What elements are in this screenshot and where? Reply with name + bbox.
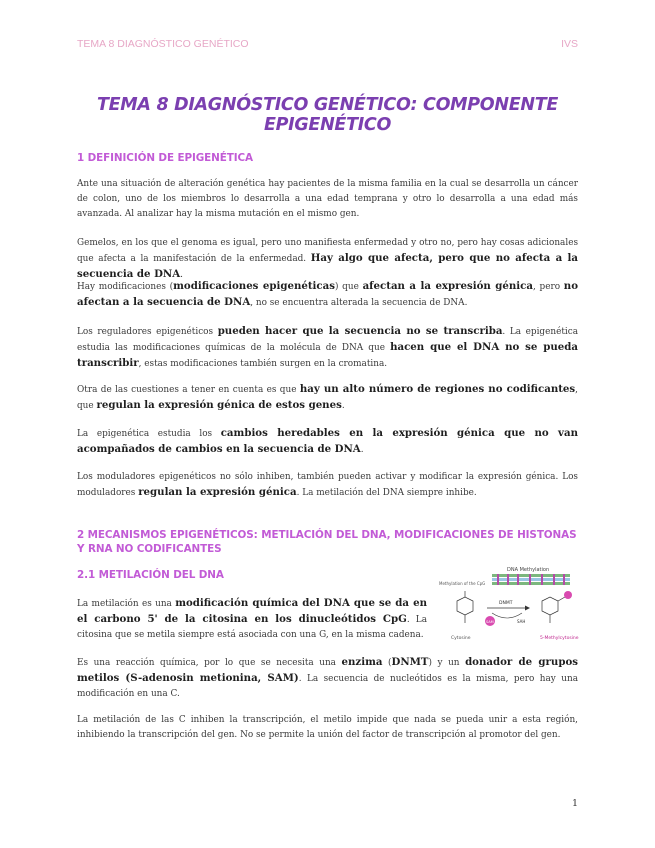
subsection-heading-2-1: 2.1 METILACIÓN DEL DNA	[77, 569, 224, 581]
section-heading-2: 2 MECANISMOS EPIGENÉTICOS: METILACIÓN DEL DNA, MODIFICACIONES DE HISTONAS Y RNA NO CODIFICANTES	[77, 529, 577, 555]
paragraph-3: Hay modificaciones (modificaciones epigenéticas) que afectan a la expresión génica, pero no afectan a la secuencia de DNA, no se encuentra alterada la secuencia de DNA.	[77, 280, 578, 308]
paragraph-8: La metilación es una modificación química del DNA que se da en el carbono 5' de la citosina en los dinucleótidos CpG. La citosina que se metila siempre está asociada con una G, en la misma cadena.	[77, 597, 427, 640]
sah-label: SAH	[517, 619, 526, 624]
paragraph-1: Ante una situación de alteración genética hay pacientes de la misma familia en la cual se desarrolla un cáncer de colon, uno de los miembros lo desarrolla a una edad temprana y otro lo desarrolla a una edad más avanzada. Al analizar hay la misma mutación en el mismo gen.	[77, 179, 578, 219]
methylcytosine-structure	[542, 597, 565, 623]
sam-label: SAM	[486, 620, 494, 624]
paragraph-10: La metilación de las C inhiben la transcripción, el metilo impide que nada se pueda unir a esta región, inhibiendo la transcripción del gen. No se permite la unión del factor de transcripción al promotor del gen.	[77, 715, 578, 740]
page-title	[77, 95, 578, 135]
page-title-line-1: TEMA 8 DIAGNÓSTICO GENÉTICO: COMPONENTE	[97, 95, 558, 115]
section-heading-1: 1 DEFINICIÓN DE EPIGENÉTICA	[77, 152, 253, 164]
running-header-initials: IVS	[561, 38, 578, 50]
enzyme-label: DNMT	[499, 601, 513, 606]
figure-caption: Methylation of the CpG	[439, 581, 486, 586]
cytosine-structure	[457, 591, 473, 623]
paragraph-9: Es una reacción química, por lo que se necesita una enzima (DNMT) y un donador de grupos metilos (S-adenosin metionina, SAM). La secuencia de nucleótidos es la misma, pero hay una modificación en una C.	[77, 656, 578, 699]
figure-title: DNA Methylation	[507, 567, 550, 573]
reaction-arrow	[487, 606, 530, 619]
dna-strand-diagram	[492, 574, 570, 585]
methylcytosine-label: 5-Methylcytosine	[540, 636, 579, 641]
paragraph-7: Los moduladores epigenéticos no sólo inhiben, también pueden activar y modificar la expresión génica. Los moduladores regulan la expresión génica. La metilación del DNA siempre inhibe.	[77, 472, 578, 498]
cytosine-label: Cytosine	[451, 636, 471, 641]
dna-methylation-figure	[437, 563, 582, 648]
paragraph-4: Los reguladores epigenéticos pueden hacer que la secuencia no se transcriba. La epigenética estudia las modificaciones químicas de la molécula de DNA que hacen que el DNA no se pueda transcribir, estas modificaciones también surgen en la cromatina.	[77, 325, 578, 369]
page-title-line-2: EPIGENÉTICO	[263, 115, 392, 135]
running-header-title: TEMA 8 DIAGNÓSTICO GENÉTICO	[77, 38, 249, 50]
methyl-group-marker	[564, 591, 572, 599]
paragraph-2: Gemelos, en los que el genoma es igual, pero uno manifiesta enfermedad y otro no, pero hay cosas adicionales que afecta a la manifestación de la enfermedad. Hay algo que afecta, pero que no afecta a la secuencia de DNA.	[77, 238, 578, 280]
paragraph-6: La epigenética estudia los cambios heredables en la expresión génica que no van acompañados de cambios en la secuencia de DNA.	[77, 427, 578, 455]
paragraph-5: Otra de las cuestiones a tener en cuenta es que hay un alto número de regiones no codificantes, que regulan la expresión génica de estos genes.	[77, 383, 578, 411]
page-number: 1	[571, 798, 578, 809]
